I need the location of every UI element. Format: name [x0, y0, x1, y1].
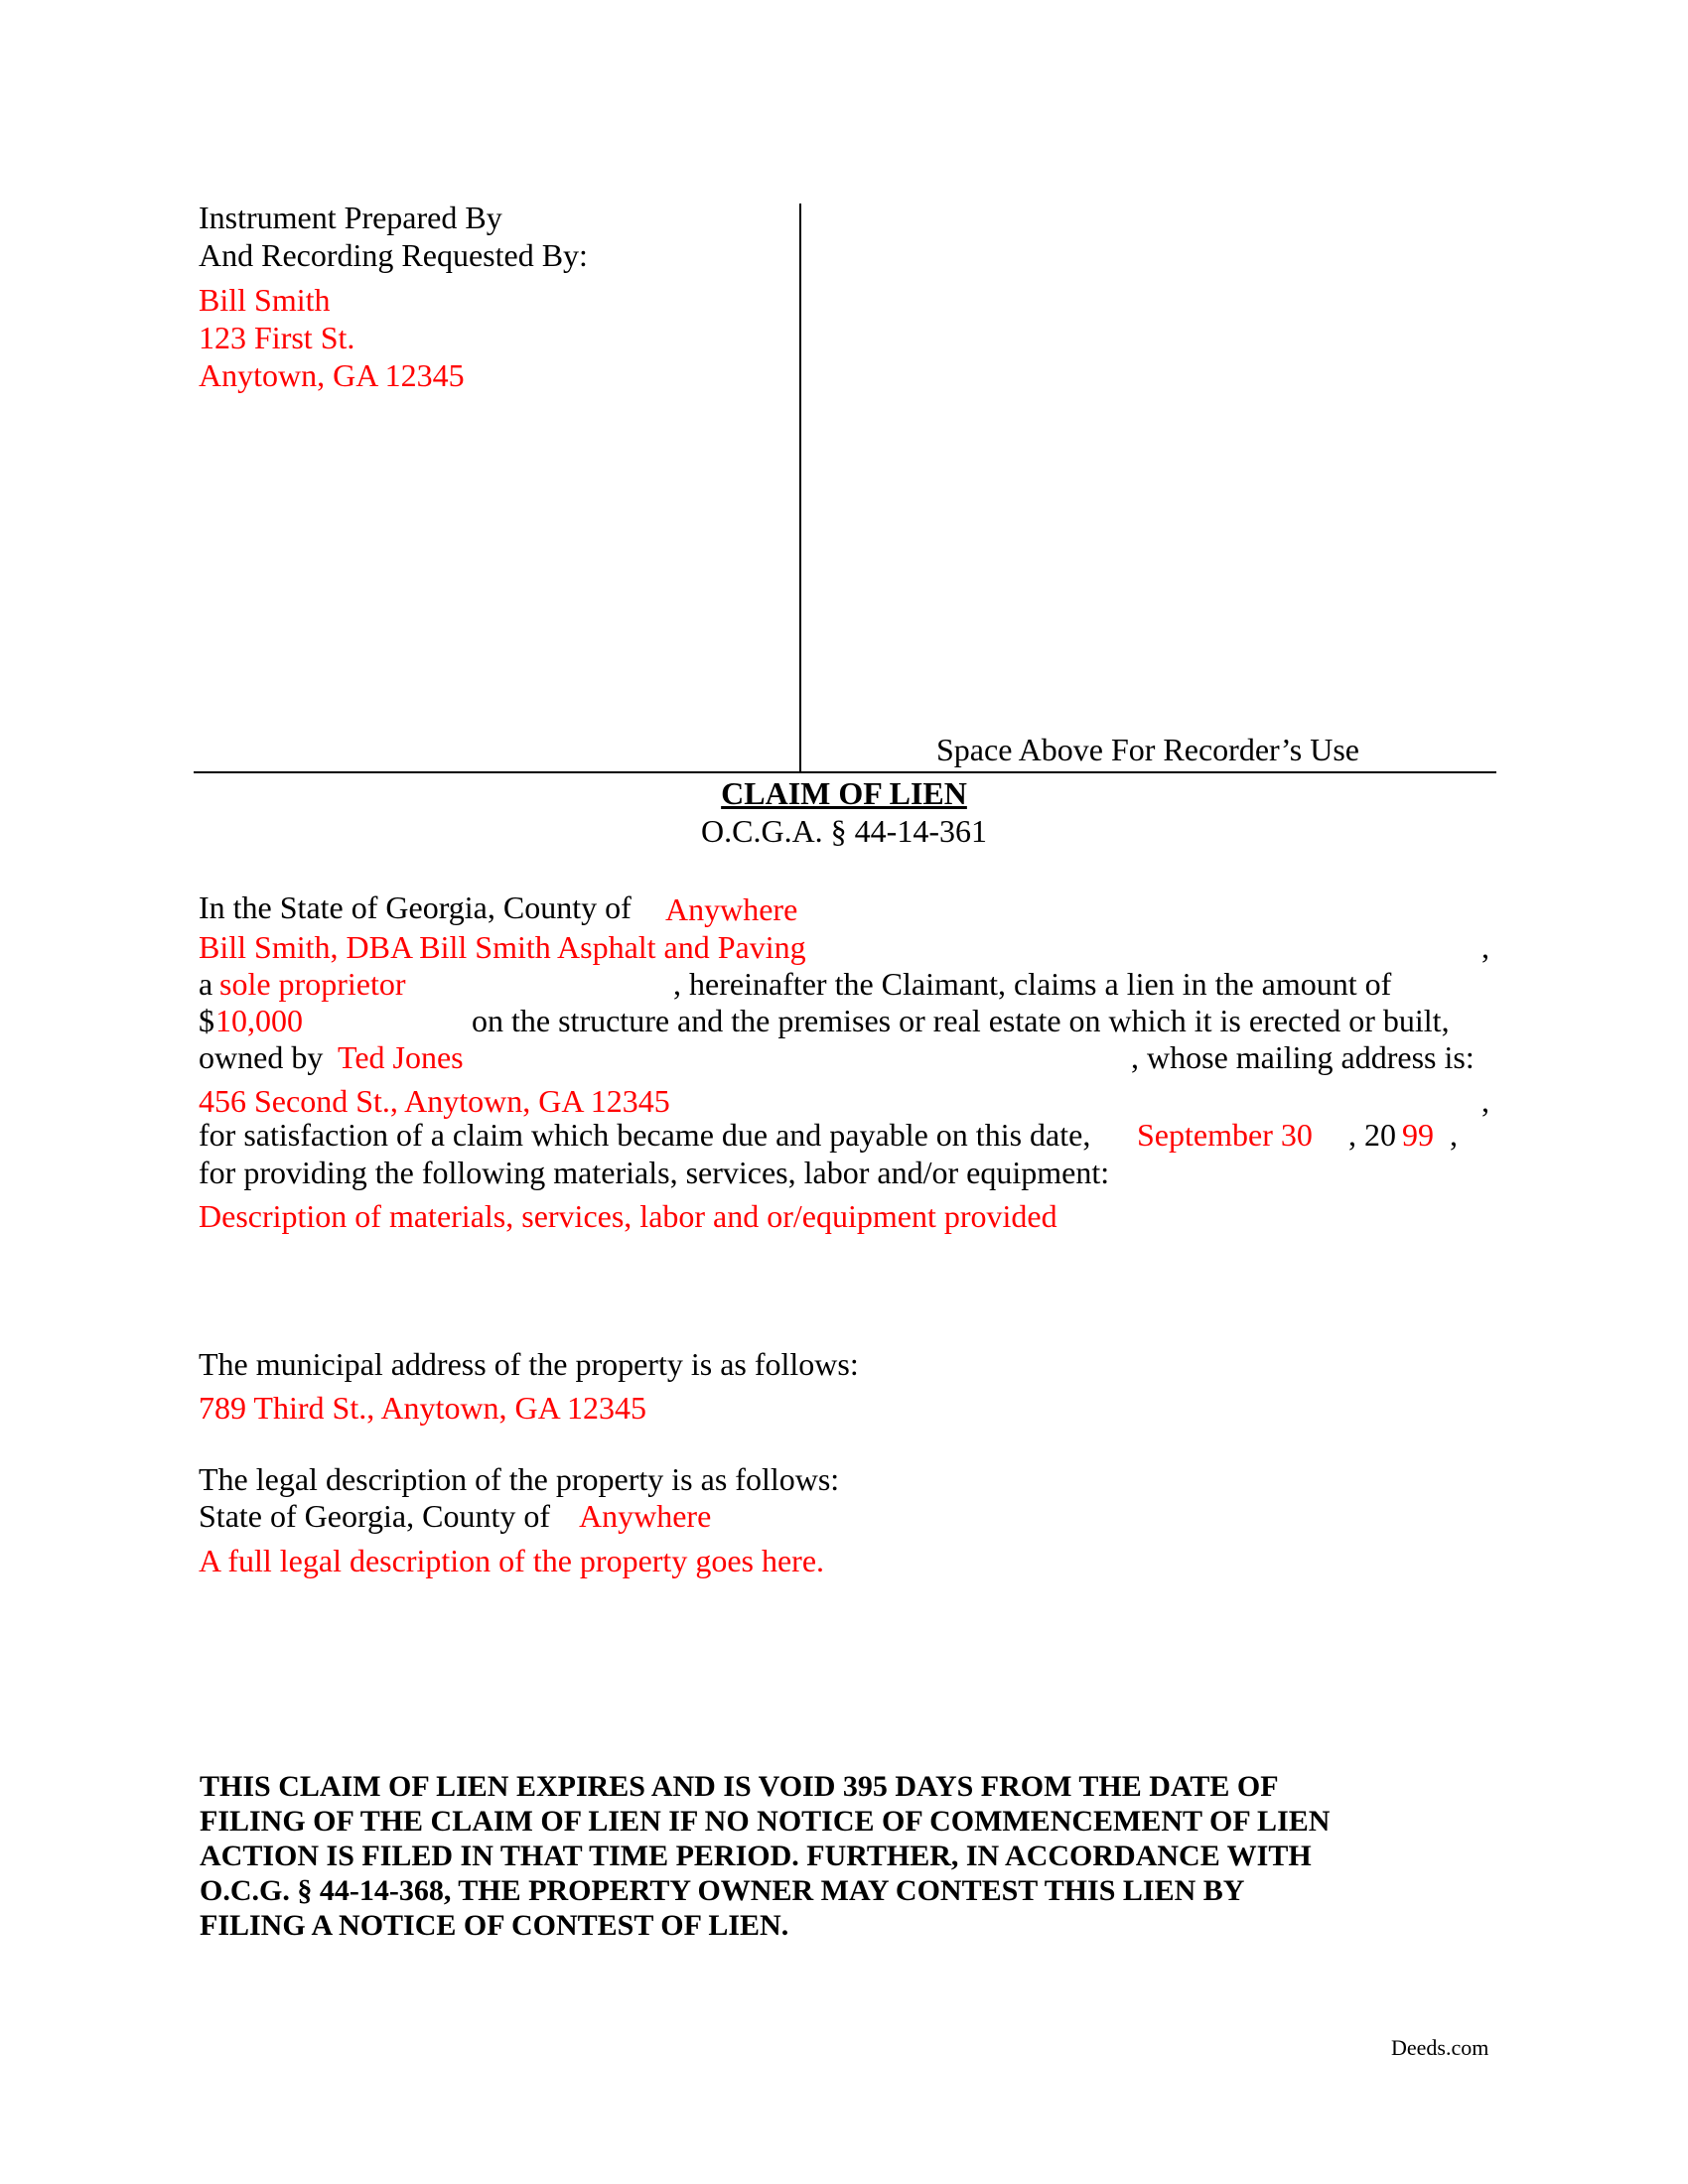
claimant-text: , hereinafter the Claimant, claims a lien in the amount of	[673, 966, 1392, 1002]
warning-line: FILING A NOTICE OF CONTEST OF LIEN.	[200, 1909, 789, 1942]
owner-address: 456 Second St., Anytown, GA 12345	[199, 1083, 670, 1119]
warning-line: ACTION IS FILED IN THAT TIME PERIOD. FURTHER, IN ACCORDANCE WITH	[200, 1840, 1312, 1872]
year-suffix: 99	[1402, 1117, 1434, 1153]
preparer-street: 123 First St.	[199, 320, 355, 355]
footer-brand: Deeds.com	[1391, 2035, 1489, 2060]
dollar-sign: $	[199, 1003, 214, 1038]
recorder-divider-vertical	[799, 204, 801, 771]
legal-description: A full legal description of the property goes here.	[199, 1543, 825, 1578]
claimant-comma: ,	[1481, 929, 1489, 965]
recorder-use-note: Space Above For Recorder’s Use	[936, 732, 1359, 767]
warning-line: FILING OF THE CLAIM OF LIEN IF NO NOTICE OF COMMENCEMENT OF LIEN	[200, 1805, 1331, 1838]
warning-line: O.C.G. § 44-14-368, THE PROPERTY OWNER MAY CONTEST THIS LIEN BY	[200, 1874, 1245, 1907]
prepared-by-label: Instrument Prepared By	[199, 200, 502, 235]
due-text: for satisfaction of a claim which became due and payable on this date,	[199, 1117, 1091, 1153]
claim-county: Anywhere	[665, 891, 798, 927]
preparer-name: Bill Smith	[199, 282, 331, 318]
lien-expiry-warning	[200, 1769, 1490, 1943]
legal-description-intro: The legal description of the property is as follows:	[199, 1461, 840, 1497]
warning-line: THIS CLAIM OF LIEN EXPIRES AND IS VOID 395 DAYS FROM THE DATE OF	[200, 1770, 1279, 1803]
owned-by-label: owned by	[199, 1039, 324, 1075]
legal-county: Anywhere	[579, 1498, 712, 1534]
statute-reference: O.C.G.A. § 44-14-361	[701, 813, 987, 849]
date-comma: ,	[1450, 1117, 1458, 1153]
recording-requested-label: And Recording Requested By:	[199, 237, 588, 273]
state-intro: In the State of Georgia, County of	[199, 889, 632, 925]
municipal-address: 789 Third St., Anytown, GA 12345	[199, 1390, 646, 1426]
recorder-divider-horizontal	[194, 771, 1496, 773]
municipal-address-intro: The municipal address of the property is as follows:	[199, 1346, 859, 1382]
claimant-name: Bill Smith, DBA Bill Smith Asphalt and Paving	[199, 929, 806, 965]
providing-text: for providing the following materials, services, labor and/or equipment:	[199, 1155, 1110, 1190]
article-a: a	[199, 966, 213, 1002]
address-comma: ,	[1481, 1083, 1489, 1119]
mailing-text: , whose mailing address is:	[1131, 1039, 1475, 1075]
materials-description: Description of materials, services, labor and or/equipment provided	[199, 1198, 1057, 1234]
preparer-city: Anytown, GA 12345	[199, 357, 465, 393]
document-title: CLAIM OF LIEN	[721, 775, 967, 811]
structure-text: on the structure and the premises or real estate on which it is erected or built,	[472, 1003, 1450, 1038]
due-date: September 30	[1137, 1117, 1313, 1153]
legal-state: State of Georgia, County of	[199, 1498, 551, 1534]
year-prefix: , 20	[1348, 1117, 1396, 1153]
owner-name: Ted Jones	[338, 1039, 464, 1075]
entity-type: sole proprietor	[219, 966, 406, 1002]
lien-amount: 10,000	[215, 1003, 303, 1038]
